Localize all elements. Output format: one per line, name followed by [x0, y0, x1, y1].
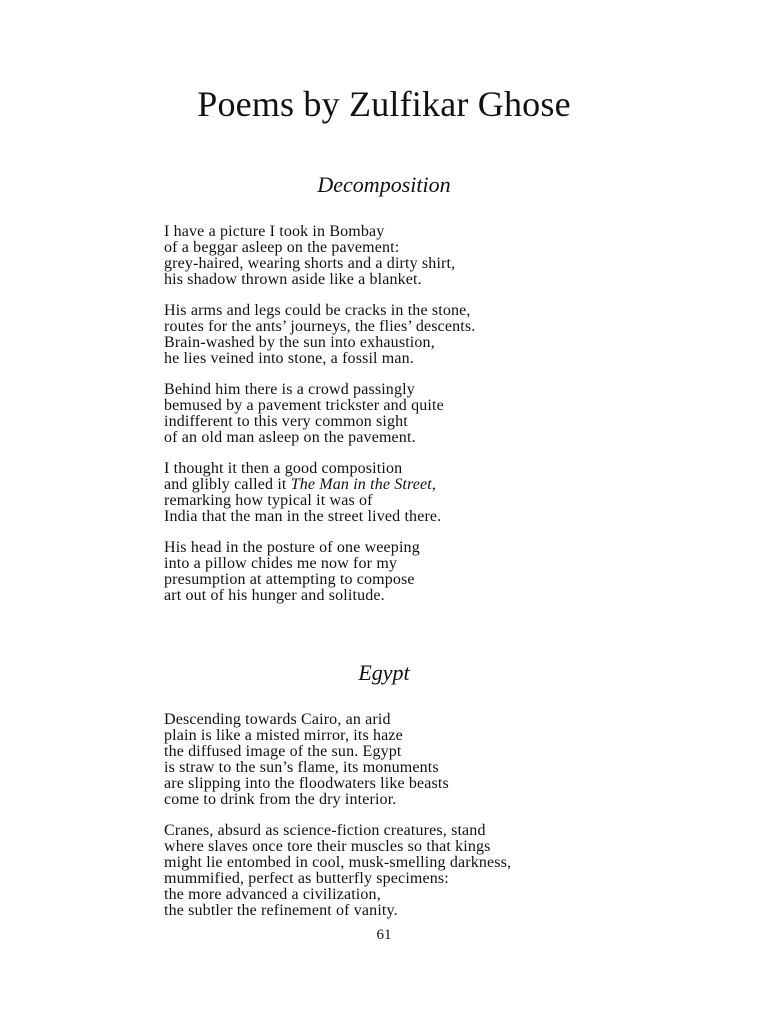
stanza: [164, 382, 475, 446]
page-number: 61: [376, 927, 392, 943]
poem-line-with-italic: [164, 477, 475, 493]
stanza: [164, 303, 475, 367]
stanza: [164, 224, 475, 288]
stanza: [164, 712, 511, 808]
poem-line: come to drink from the dry interior.: [164, 791, 397, 808]
poem-line: Brain-washed by the sun into exhaustion,: [164, 334, 435, 351]
poem-line: mummified, perfect as butterfly specimens:: [164, 870, 449, 887]
poem-line-prefix: and glibly called it: [164, 476, 291, 493]
poem-line: his shadow thrown aside like a blanket.: [164, 271, 422, 288]
poem-line: India that the man in the street lived there.: [164, 508, 442, 525]
poem-line: he lies veined into stone, a fossil man.: [164, 350, 414, 367]
poem-line: are slipping into the floodwaters like beasts: [164, 775, 449, 792]
poem-line: art out of his hunger and solitude.: [164, 587, 385, 604]
poem-line: I have a picture I took in Bombay: [164, 223, 385, 240]
poem-line: His head in the posture of one weeping: [164, 539, 420, 556]
page-title: Poems by Zulfikar Ghose: [197, 84, 571, 124]
stanza: [164, 461, 475, 525]
poem-title-egypt: Egypt: [358, 660, 410, 685]
poem-line-suffix: ,: [431, 476, 437, 493]
poem-line: His arms and legs could be cracks in the stone,: [164, 302, 471, 319]
poem-line: plain is like a misted mirror, its haze: [164, 727, 403, 744]
poem-line: remarking how typical it was of: [164, 492, 373, 509]
poem-line: indifferent to this very common sight: [164, 413, 408, 430]
poem-line: grey-haired, wearing shorts and a dirty shirt,: [164, 255, 456, 272]
poem-line: Behind him there is a crowd passingly: [164, 381, 415, 398]
poem-line: presumption at attempting to compose: [164, 571, 415, 588]
poem-line: where slaves once tore their muscles so that kings: [164, 838, 491, 855]
poem-line: bemused by a pavement trickster and quite: [164, 397, 444, 414]
poem-line: the subtler the refinement of vanity.: [164, 902, 398, 919]
poem-line: is straw to the sun’s flame, its monuments: [164, 759, 439, 776]
italic-title-phrase: The Man in the Street: [290, 476, 432, 493]
poem-line: I thought it then a good composition: [164, 460, 403, 477]
poem-line: the more advanced a civilization,: [164, 886, 381, 903]
poem-line: of an old man asleep on the pavement.: [164, 429, 416, 446]
poem-decomposition: [164, 224, 475, 619]
poem-line: routes for the ants’ journeys, the flies’ descents.: [164, 318, 476, 335]
poem-line: the diffused image of the sun. Egypt: [164, 743, 402, 760]
poem-line: Cranes, absurd as science-fiction creatures, stand: [164, 822, 486, 839]
poem-line: Descending towards Cairo, an arid: [164, 711, 391, 728]
poem-line: into a pillow chides me now for my: [164, 555, 398, 572]
poem-line: might lie entombed in cool, musk-smelling darkness,: [164, 854, 512, 871]
stanza: [164, 823, 511, 919]
poem-egypt: [164, 712, 511, 934]
stanza: [164, 540, 475, 604]
poem-title-decomposition: Decomposition: [317, 172, 451, 197]
poem-line: of a beggar asleep on the pavement:: [164, 239, 400, 256]
